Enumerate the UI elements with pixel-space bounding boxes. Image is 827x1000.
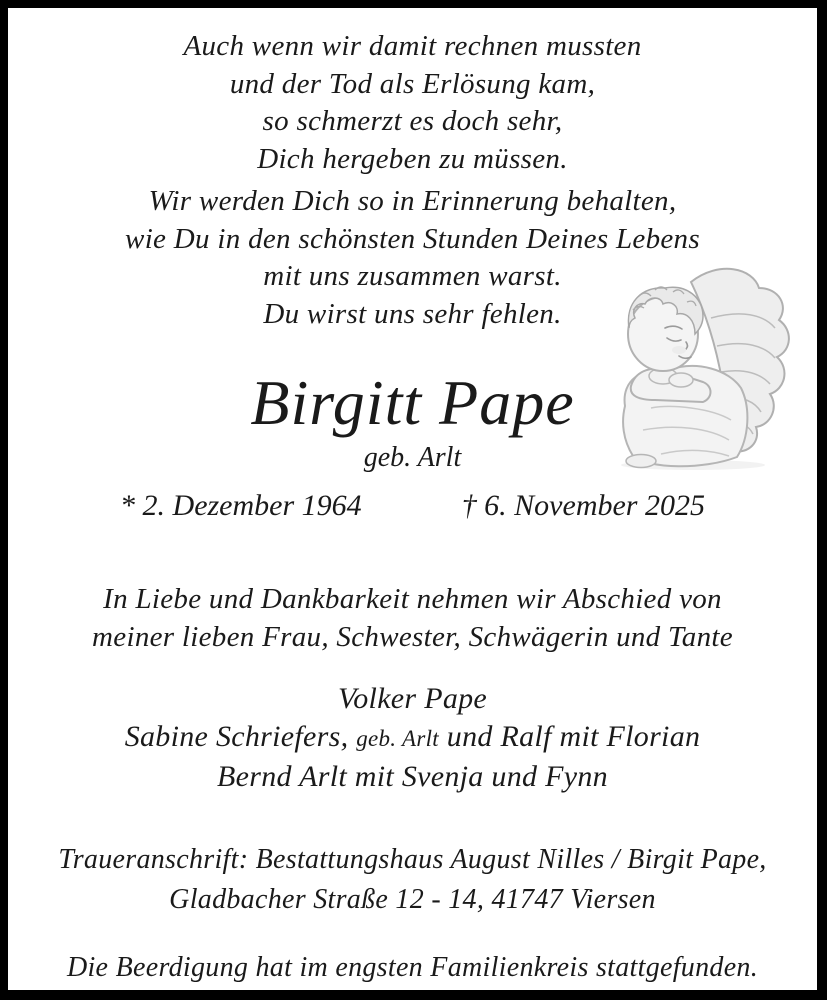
birth-date: * 2. Dezember 1964: [120, 489, 362, 522]
farewell-line: meiner lieben Frau, Schwester, Schwägerin und Tante: [92, 621, 733, 653]
mourner-line: Volker Pape: [337, 682, 488, 715]
closing-note: Die Beerdigung hat im engsten Familienkreis stattgefunden.: [66, 952, 759, 983]
death-date: † 6. November 2025: [461, 489, 705, 522]
farewell-text: [8, 580, 817, 656]
poem-line: und der Tod als Erlösung kam,: [229, 67, 596, 100]
mourner-maiden-name: geb. Arlt: [356, 726, 439, 751]
mourner-line: Bernd Arlt mit Svenja und Fynn: [217, 760, 608, 793]
maiden-name: geb. Arlt: [363, 442, 462, 473]
deceased-name: Birgitt Pape: [250, 367, 575, 438]
poem-line: so schmerzt es doch sehr,: [262, 105, 563, 137]
poem-line: Wir werden Dich so in Erinnerung behalten,: [148, 185, 677, 217]
mourners-list: [8, 680, 817, 796]
mourner-line: [8, 718, 817, 758]
poem-line: Dich hergeben zu müssen.: [257, 142, 568, 175]
poem-line: mit uns zusammen warst.: [263, 260, 562, 292]
sleeping-angel-statue-image: [591, 258, 796, 473]
poem-line: wie Du in den schönsten Stunden Deines Lebens: [125, 222, 700, 255]
farewell-line: In Liebe und Dankbarkeit nehmen wir Abschied von: [103, 583, 722, 615]
mourner-name: und Ralf mit Florian: [446, 720, 701, 753]
poem-line: Auch wenn wir damit rechnen mussten: [183, 30, 642, 62]
address-line: Traueranschrift: Bestattungshaus August Nilles / Birgit Pape,: [58, 844, 767, 875]
life-dates: [8, 488, 817, 524]
mourner-name: Sabine Schriefers,: [124, 720, 349, 753]
poem-line: Du wirst uns sehr fehlen.: [263, 297, 562, 330]
condolence-address: [8, 840, 817, 920]
address-line: Gladbacher Straße 12 - 14, 41747 Viersen: [169, 884, 656, 915]
